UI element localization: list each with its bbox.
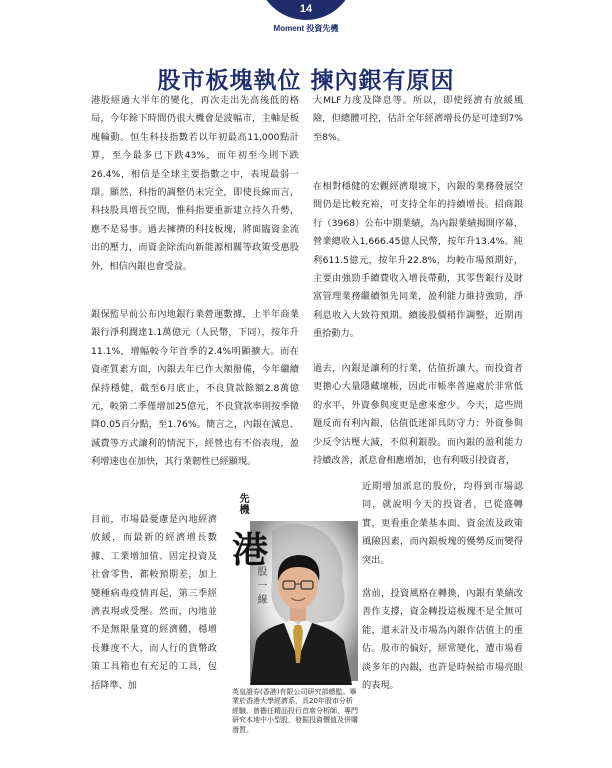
paragraph-8: 當前，投資風格在轉換，內銀有業績改善作支撐，資金轉投這板塊不是全無可能，還未計及市場為內銀作估值上的重估。股市的偏好，經常變化，遭市場看淡多年的內銀，也許是時候給市場亮眼的表現。	[362, 588, 523, 692]
paragraph-4: 大MLF力度及降息等。所以，即使經濟有放緩風險，但總體可控，估計全年經濟增長仍是可達到7%至8%。	[313, 95, 523, 143]
paragraph-1: 港股經過大半年的變化，再次走出先高後低的格局，今年餘下時間仍很大機會是波幅市，主軸是板塊輪動。恒生科技指數若以年初最高11,000點計算，至今最多已下跌43%，而年初至今則下跌26.4%，相信是全球主要指數之中，表現最弱一環。顯然，科指的調整仍未完全，即使長線而言，科技股具增長空間，惟科指要重新建立持久升勢，應不是易事。過去擁擠的科技板塊，將面臨資金流出的壓力，而資金除流向新能源相關等政策受惠股外，相信內銀也會受益。	[91, 95, 299, 272]
column-name: 股一線	[255, 566, 266, 608]
author-bio: 英皇證券(香港)有限公司研究部總監。畢業於香港大學經濟系，具20年股市分析經驗，曾擔任精品投行首席分析師，專門研究本地中小型股，發掘投資價值及併購潛質。	[232, 688, 358, 734]
page-number: 14	[299, 3, 313, 15]
paragraph-5: 在相對穩健的宏觀經濟環境下，內銀的業務發展空間仍是比較充裕，可支持全年的持續增長。招商銀行（3968）公布中期業績，為內銀業績揭開序幕，營業總收入1,666.45億人民幣，按年升13.4%。純利611.5億元，按年升22.8%，均較市場預期好，主要由強勁手續費收入增長帶動，其零售銀行及財富管理業務繼續領先同業，盈利能力維持強勁，淨利息收入大致符預期。續後股價稍作調整，近期再重拾動力。	[313, 181, 523, 340]
paragraph-6: 過去，內銀是讓利的行業，估值折讓大，而投資者更擔心大量隱藏壞帳，因此市帳率普遍處於非常低的水平，外資參與度更是愈來愈少。今天，這些問題反而有利內銀，估值低迷卻具防守力；外資參與少反令沽壓大減，不似利銀股。而內銀的盈利能力持續改善，派息會相應增加，也有利吸引投資者，	[313, 363, 523, 467]
author-byline: 先機	[237, 493, 248, 515]
author-portrait	[232, 491, 358, 685]
column-brand-character: 港	[232, 529, 269, 571]
paragraph-3: 目前，市場最憂慮是內地經濟放緩，而最新的經濟增長數據、工業增加值、固定投資及社會零售，都較預期差，加上變種病毒疫情再起，第三季經濟表現或受壓。然而，內地並不是無限量寬的經濟體，穩增長難度不大，而人行的貨幣政策工具箱也有充足的工具，包括降準、加	[91, 514, 217, 691]
paragraph-7: 近期增加派息的股份，均得到市場認同，就說明今天的投資者，已從盛轉實，更看重企業基本面、資金流及政策風險因素，而內銀板塊的優勢反而變得突出。	[362, 481, 523, 566]
article-headline: 股市板塊執位 揀內銀有原因	[157, 68, 455, 94]
paragraph-2: 銀保監早前公布內地銀行業營運數據，上半年商業銀行淨利潤達1.1萬億元（人民幣，下同），按年升11.1%，增幅較今年首季的2.4%明顯擴大。而在資產質素方面，內銀去年已作大額撥備，今年繼續保持穩健，截至6月底止，不良貸款餘額2.8萬億元，較第二季僅增加25億元，不良貸款率則按季微降0.05百分點，至1.76%。簡言之，內銀在減息、減費等方式讓利的情況下，經營也有不俗表現，盈利增速也在加快，其行業韌性已經顯現。	[91, 309, 299, 468]
section-label: Moment 投資先機	[273, 24, 339, 33]
